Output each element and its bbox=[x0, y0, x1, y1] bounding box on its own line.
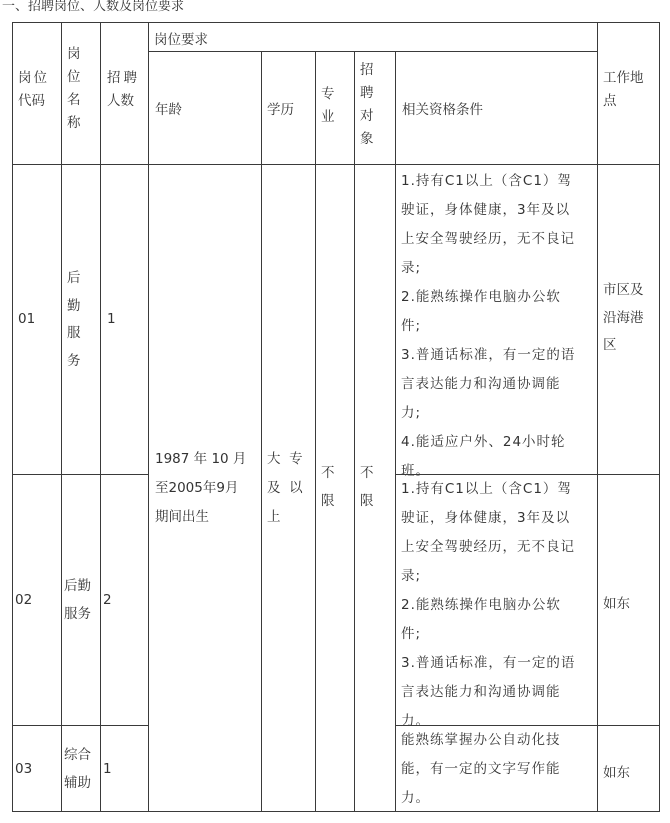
qualification-line: 3.普通话标准，有一定的语 bbox=[401, 655, 576, 671]
qualification-line: 言表达能力和沟通协调能 bbox=[401, 376, 561, 392]
header-requirements-label: 岗位要求 bbox=[154, 32, 208, 48]
age-line: 期间出生 bbox=[155, 509, 209, 525]
header-age bbox=[148, 51, 262, 165]
row-code: 03 bbox=[15, 761, 33, 777]
row-01-code bbox=[12, 164, 62, 475]
location-line: 如东 bbox=[603, 765, 630, 781]
qualification-line: 能熟练掌握办公自动化技 bbox=[401, 732, 561, 748]
header-location-line: 工作地 bbox=[603, 70, 644, 86]
qualification-line: 力; bbox=[401, 405, 422, 421]
shared-education bbox=[261, 164, 316, 812]
header-education-label: 学历 bbox=[267, 102, 294, 118]
location-line: 市区及 bbox=[603, 282, 644, 298]
row-02-count bbox=[100, 474, 149, 726]
qualification-line: 上安全驾驶经历，无不良记 bbox=[401, 539, 575, 555]
qualification-line: 上安全驾驶经历，无不良记 bbox=[401, 231, 575, 247]
major-char: 限 bbox=[321, 492, 335, 509]
qualification-line: 1.持有C1以上（含C1）驾 bbox=[401, 173, 572, 189]
qualification-line: 1.持有C1以上（含C1）驾 bbox=[401, 481, 572, 497]
shared-target bbox=[354, 164, 396, 812]
header-location-line: 点 bbox=[603, 93, 617, 109]
target-char: 不 bbox=[360, 465, 374, 481]
row-01-count bbox=[100, 164, 149, 475]
age-line: 至2005年9月 bbox=[155, 480, 239, 496]
shared-major bbox=[315, 164, 355, 812]
header-age-label: 年龄 bbox=[155, 102, 182, 118]
header-target-char: 聘 bbox=[360, 85, 374, 101]
qualification-line: 4.能适应户外、24小时轮 bbox=[401, 434, 566, 450]
header-qualifications bbox=[395, 51, 598, 165]
row-03-location bbox=[597, 725, 660, 812]
education-line: 大 专 bbox=[267, 451, 303, 467]
row-02-name bbox=[61, 474, 101, 726]
header-major-char: 业 bbox=[321, 109, 335, 125]
row-name-char: 服 bbox=[67, 325, 81, 341]
qualification-line: 力。 bbox=[401, 713, 430, 729]
row-name-line: 综合 bbox=[64, 747, 91, 763]
header-major-char: 专 bbox=[321, 86, 335, 102]
qualification-line: 驶证，身体健康，3年及以 bbox=[401, 202, 571, 218]
row-count: 1 bbox=[107, 311, 116, 327]
header-count bbox=[100, 22, 149, 165]
major-char: 不 bbox=[321, 465, 335, 481]
row-name-line: 服务 bbox=[64, 605, 91, 622]
header-name-char: 位 bbox=[67, 69, 81, 85]
location-line: 区 bbox=[603, 337, 617, 353]
qualification-line: 能，有一定的文字写作能 bbox=[401, 761, 561, 777]
age-line: 1987 年 10 月 bbox=[155, 451, 247, 467]
header-target-char: 对 bbox=[360, 108, 374, 124]
shared-age bbox=[148, 164, 262, 812]
header-qualifications-label: 相关资格条件 bbox=[402, 102, 483, 118]
header-code bbox=[12, 22, 62, 165]
header-code-line: 代码 bbox=[18, 93, 45, 109]
target-char: 限 bbox=[360, 492, 374, 509]
header-target-char: 象 bbox=[360, 131, 374, 147]
row-03-name bbox=[61, 725, 101, 812]
row-01-name bbox=[61, 164, 101, 475]
header-target bbox=[354, 51, 396, 165]
location-line: 沿海港 bbox=[603, 309, 644, 326]
row-count: 2 bbox=[103, 592, 112, 608]
header-count-line: 招聘 bbox=[107, 70, 140, 86]
qualification-line: 件; bbox=[401, 626, 422, 642]
row-name-char: 勤 bbox=[67, 297, 81, 314]
row-code: 01 bbox=[18, 311, 36, 327]
qualification-line: 2.能熟练操作电脑办公软 bbox=[401, 597, 561, 613]
qualification-line: 言表达能力和沟通协调能 bbox=[401, 684, 561, 700]
row-03-code bbox=[12, 725, 62, 812]
row-name-char: 务 bbox=[67, 352, 81, 369]
header-name bbox=[61, 22, 101, 165]
row-name-char: 后 bbox=[67, 270, 81, 286]
qualification-line: 班。 bbox=[401, 463, 430, 479]
qualification-line: 力。 bbox=[401, 790, 430, 806]
row-02-code bbox=[12, 474, 62, 726]
header-code-line: 岗位 bbox=[18, 70, 49, 86]
qualification-line: 录; bbox=[401, 260, 422, 276]
row-01-qualifications bbox=[395, 164, 598, 479]
row-03-qualifications bbox=[395, 725, 598, 812]
location-line: 如东 bbox=[603, 596, 630, 612]
row-02-location bbox=[597, 474, 660, 726]
education-line: 上 bbox=[267, 509, 281, 525]
qualification-line: 3.普通话标准，有一定的语 bbox=[401, 347, 576, 363]
row-name-line: 辅助 bbox=[64, 774, 91, 791]
header-name-char: 岗 bbox=[67, 46, 81, 62]
header-education bbox=[261, 51, 316, 165]
header-name-char: 名 bbox=[67, 92, 81, 108]
header-name-char: 称 bbox=[67, 115, 81, 131]
row-03-count bbox=[100, 725, 149, 812]
header-major bbox=[315, 51, 355, 165]
row-02-qualifications bbox=[395, 474, 598, 729]
row-01-location bbox=[597, 164, 660, 475]
header-count-line: 人数 bbox=[107, 93, 134, 109]
header-target-char: 招 bbox=[360, 62, 374, 78]
row-count: 1 bbox=[103, 761, 112, 777]
header-requirements bbox=[148, 22, 598, 52]
qualification-line: 件; bbox=[401, 318, 422, 334]
header-location bbox=[597, 22, 660, 165]
row-code: 02 bbox=[15, 592, 33, 608]
section-title: 一、招聘岗位、人数及岗位要求 bbox=[2, 0, 185, 14]
education-line: 及 以 bbox=[267, 480, 303, 496]
qualification-line: 驶证，身体健康，3年及以 bbox=[401, 510, 571, 526]
qualification-line: 录; bbox=[401, 568, 422, 584]
row-name-line: 后勤 bbox=[64, 578, 91, 594]
qualification-line: 2.能熟练操作电脑办公软 bbox=[401, 289, 561, 305]
